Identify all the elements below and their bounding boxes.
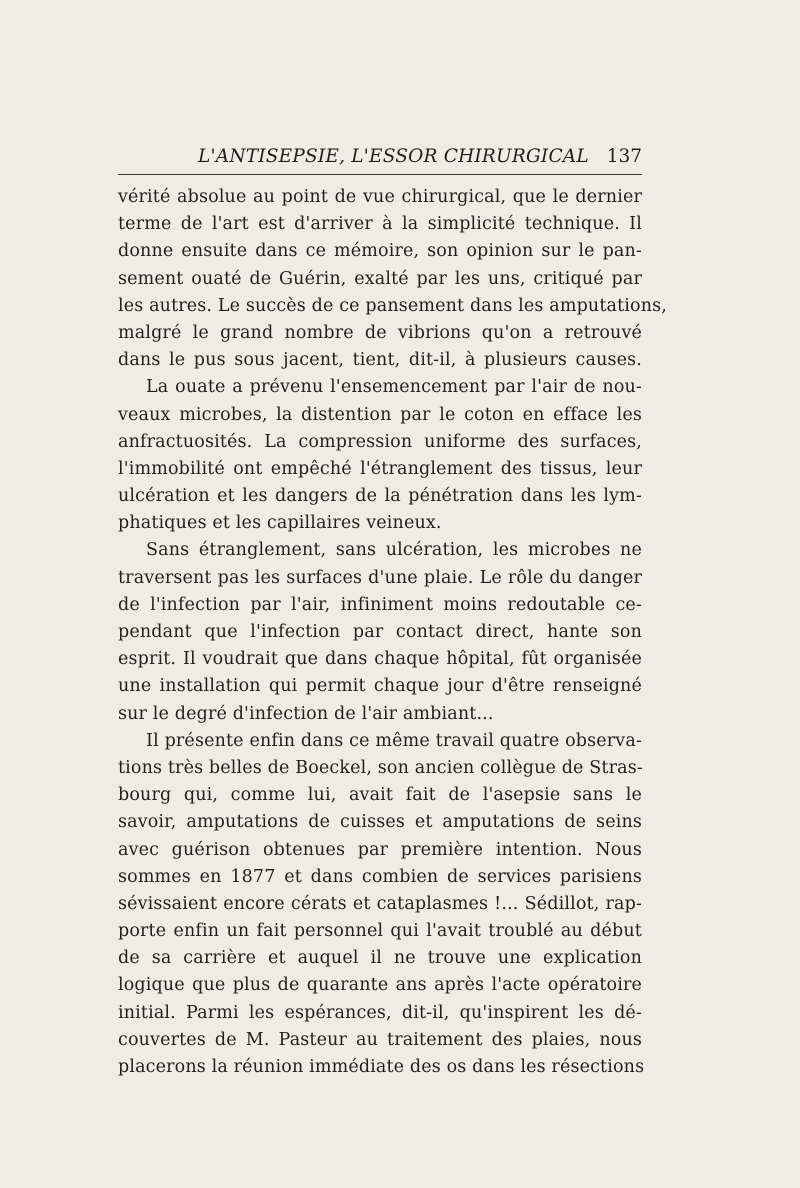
text-line: dans le pus sous jacent, tient, dit-il, à plusieurs causes.	[118, 350, 642, 371]
text-line: traversent pas les surfaces d'une plaie. Le rôle du danger	[118, 567, 642, 588]
text-line: une installation qui permit chaque jour d'être renseigné	[118, 676, 642, 697]
text-line: bourg qui, comme lui, avait fait de l'asepsie sans le	[118, 785, 642, 806]
text-line: savoir, amputations de cuisses et amputations de seins	[118, 812, 642, 833]
text-line: logique que plus de quarante ans après l'acte opératoire	[118, 975, 642, 996]
body-text	[118, 184, 667, 1081]
text-line: de sa carrière et auquel il ne trouve une explication	[118, 948, 642, 969]
text-line: initial. Parmi les espérances, dit-il, qu'inspirent les dé-	[118, 1002, 642, 1023]
text-line: tions très belles de Boeckel, son ancien collègue de Stras-	[118, 757, 643, 778]
text-line: placerons la réunion immédiate des os dans les résections	[118, 1057, 645, 1077]
text-line: porte enfin un fait personnel qui l'avait troublé au début	[118, 921, 642, 942]
text-line: de l'infection par l'air, infiniment moins redoutable ce-	[118, 594, 642, 615]
text-line: anfractuosités. La compression uniforme des surfaces,	[118, 431, 642, 452]
text-line: esprit. Il voudrait que dans chaque hôpital, fût organisée	[118, 649, 642, 670]
text-line: donne ensuite dans ce mémoire, son opinion sur le pan-	[118, 241, 642, 262]
text-line: l'immobilité ont empêché l'étranglement des tissus, leur	[118, 458, 642, 479]
running-title: L'ANTISEPSIE, L'ESSOR CHIRURGICAL	[198, 146, 589, 167]
text-line: sommes en 1877 et dans combien de services parisiens	[118, 866, 642, 887]
text-line: terme de l'art est d'arriver à la simplicité technique. Il	[118, 214, 642, 235]
text-line: pendant que l'infection par contact direct, hante son	[118, 622, 642, 642]
paragraph-start-line: Il présente enfin dans ce même travail quatre observa-	[146, 730, 642, 751]
text-line: ulcération et les dangers de la pénétration dans les lym-	[118, 486, 642, 507]
paragraph-start-line: Sans étranglement, sans ulcération, les microbes ne	[146, 540, 642, 561]
text-line: avec guérison obtenues par première intention. Nous	[118, 839, 642, 860]
text-line: sement ouaté de Guérin, exalté par les uns, critiqué par	[118, 268, 642, 289]
paragraph-end-line: phatiques et les capillaires veineux.	[118, 513, 442, 534]
paragraph-end-line: sur le degré d'infection de l'air ambiant...	[118, 703, 494, 724]
text-line: sévissaient encore cérats et cataplasmes !... Sédillot, rap-	[118, 893, 642, 914]
text-line: vérité absolue au point de vue chirurgical, que le dernier	[118, 187, 642, 207]
paragraph-start-line: La ouate a prévenu l'ensemencement par l'air de nou-	[146, 377, 642, 398]
running-head	[118, 140, 642, 175]
page-number: 137	[606, 146, 642, 167]
text-line: couvertes de M. Pasteur au traitement des plaies, nous	[118, 1029, 642, 1050]
text-line: les autres. Le succès de ce pansement dans les amputations,	[118, 295, 667, 316]
text-line: malgré le grand nombre de vibrions qu'on a retrouvé	[118, 322, 642, 343]
text-line: veaux microbes, la distention par le coton en efface les	[118, 404, 642, 425]
